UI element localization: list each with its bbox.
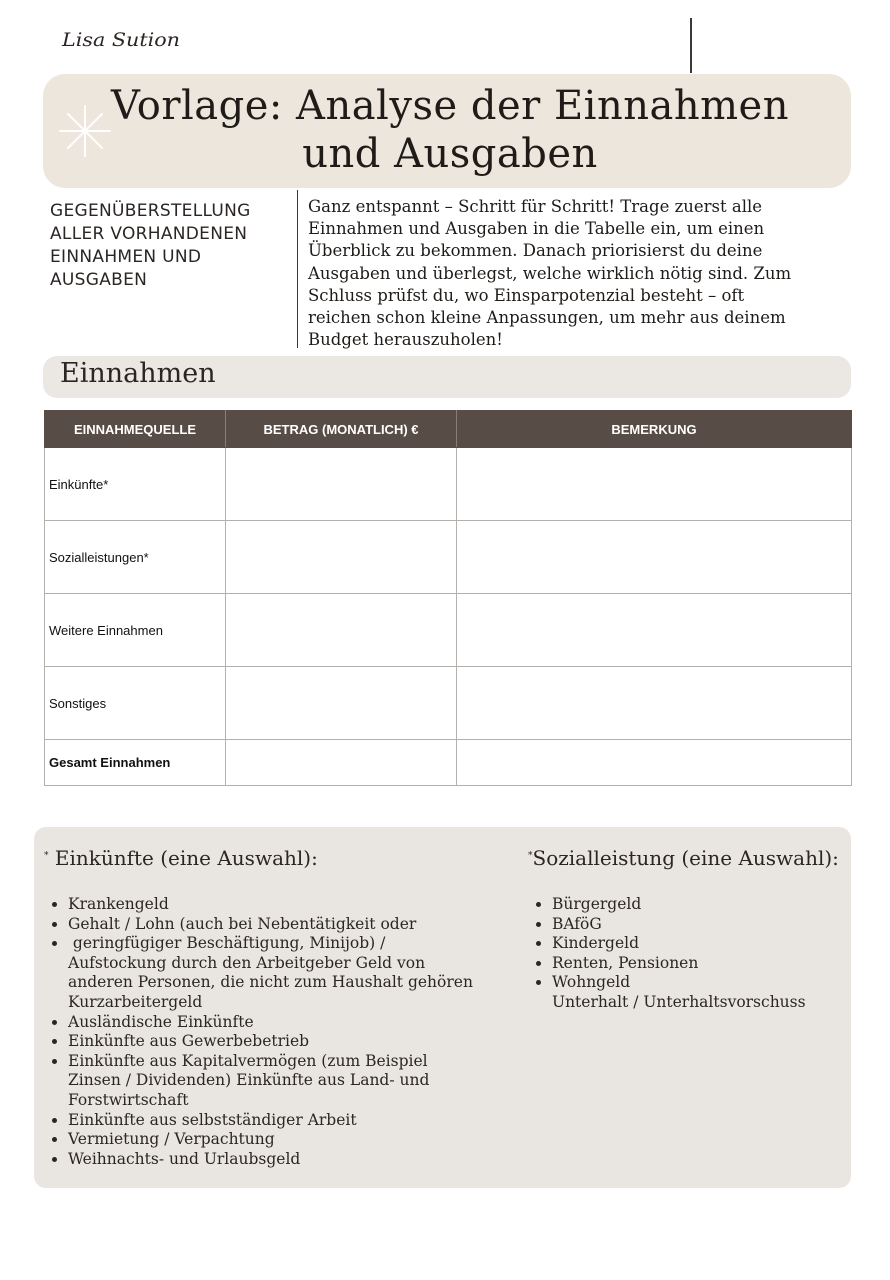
total-row <box>45 740 852 786</box>
title-line: Vorlage: Analyse der Einnahmen <box>111 83 789 129</box>
intro-text <box>308 196 853 351</box>
header-note: BEMERKUNG <box>457 411 852 448</box>
row-source: Sonstiges <box>45 667 226 740</box>
table-row <box>45 667 852 740</box>
table-row <box>45 594 852 667</box>
list-item: • Gehalt / Lohn (auch bei Nebentätigkeit oder <box>68 915 538 935</box>
amount-cell[interactable] <box>226 594 457 667</box>
note-cell[interactable] <box>457 521 852 594</box>
note-cell[interactable] <box>457 667 852 740</box>
subtitle <box>50 200 295 292</box>
subtitle-line: EINNAHMEN UND <box>50 247 202 267</box>
intro-line: Ausgaben und überlegst, welche wirklich nötig sind. Zum <box>308 263 792 283</box>
page-title <box>110 82 790 178</box>
note-cell[interactable] <box>457 594 852 667</box>
list-item: • Kindergeld <box>552 934 862 954</box>
signature-logo <box>60 18 185 58</box>
header-divider <box>690 18 692 73</box>
list-item: • Weihnachts- und Urlaubsgeld <box>68 1150 538 1170</box>
list-item-continuation: Forstwirtschaft <box>68 1090 189 1109</box>
amount-cell[interactable] <box>226 667 457 740</box>
subtitle-line: AUSGABEN <box>50 270 148 290</box>
total-amount-cell[interactable] <box>226 740 457 786</box>
header-amount: BETRAG (MONATLICH) € <box>226 411 457 448</box>
social-examples-list <box>530 895 862 1013</box>
table-header-row <box>45 411 852 448</box>
table-row <box>45 448 852 521</box>
row-source: Einkünfte* <box>45 448 226 521</box>
section-title: Einnahmen <box>60 358 216 389</box>
total-note-cell[interactable] <box>457 740 852 786</box>
list-item-continuation: Kurzarbeitergeld <box>68 992 203 1011</box>
header-source: EINNAHMEQUELLE <box>45 411 226 448</box>
subtitle-line: GEGENÜBERSTELLUNG <box>50 201 251 221</box>
income-examples-title <box>44 845 318 871</box>
intro-line: reichen schon kleine Anpassungen, um mehr aus deinem <box>308 308 786 328</box>
sparkle-icon <box>58 104 112 158</box>
row-source: Sozialleistungen* <box>45 521 226 594</box>
intro-line: Schluss prüfst du, wo Einsparpotenzial besteht – oft <box>308 285 745 305</box>
intro-line: Budget herauszuholen! <box>308 330 503 350</box>
table-row <box>45 521 852 594</box>
logo-text: Lisa Sution <box>60 29 180 51</box>
list-item-continuation: Unterhalt / Unterhaltsvorschuss <box>552 992 806 1011</box>
list-item-continuation: Aufstockung durch den Arbeitgeber Geld von <box>68 953 426 972</box>
list-item: • Einkünfte aus selbstständiger Arbeit <box>68 1111 538 1131</box>
list-item-continuation: anderen Personen, die nicht zum Haushalt gehören <box>68 973 473 992</box>
total-label: Gesamt Einnahmen <box>45 740 226 786</box>
income-table <box>44 410 852 786</box>
title-line: und Ausgaben <box>302 131 598 177</box>
list-item-continuation: Zinsen / Dividenden) Einkünfte aus Land- und <box>68 1071 430 1090</box>
row-source: Weitere Einnahmen <box>45 594 226 667</box>
subtitle-line: ALLER VORHANDENEN <box>50 224 248 244</box>
footnote-star: * <box>44 851 49 861</box>
intro-line: Einnahmen und Ausgaben in die Tabelle ein, um einen <box>308 219 765 239</box>
list-item: • Bürgergeld <box>552 895 862 915</box>
intro-divider <box>297 190 298 348</box>
social-examples-title <box>528 845 839 871</box>
social-examples-title-text: Sozialleistung (eine Auswahl): <box>532 846 839 870</box>
list-item: • Wohngeld <box>552 973 862 993</box>
note-cell[interactable] <box>457 448 852 521</box>
list-item: • Ausländische Einkünfte <box>68 1013 538 1033</box>
amount-cell[interactable] <box>226 448 457 521</box>
footnote-star: * <box>528 851 533 861</box>
list-item: • Einkünfte aus Gewerbebetrieb <box>68 1032 538 1052</box>
list-item: • Renten, Pensionen <box>552 954 862 974</box>
income-examples-list <box>46 895 538 1169</box>
list-item: • BAföG <box>552 915 862 935</box>
income-examples-title-text: Einkünfte (eine Auswahl): <box>54 846 318 870</box>
amount-cell[interactable] <box>226 521 457 594</box>
list-item: • Krankengeld <box>68 895 538 915</box>
intro-line: Ganz entspannt – Schritt für Schritt! Trage zuerst alle <box>308 197 763 216</box>
list-item: • Vermietung / Verpachtung <box>68 1130 538 1150</box>
list-item: • Einkünfte aus Kapitalvermögen (zum Beispiel <box>68 1052 538 1072</box>
list-item: • geringfügiger Beschäftigung, Minijob) / <box>68 934 538 954</box>
intro-line: Überblick zu bekommen. Danach priorisierst du deine <box>308 241 763 261</box>
